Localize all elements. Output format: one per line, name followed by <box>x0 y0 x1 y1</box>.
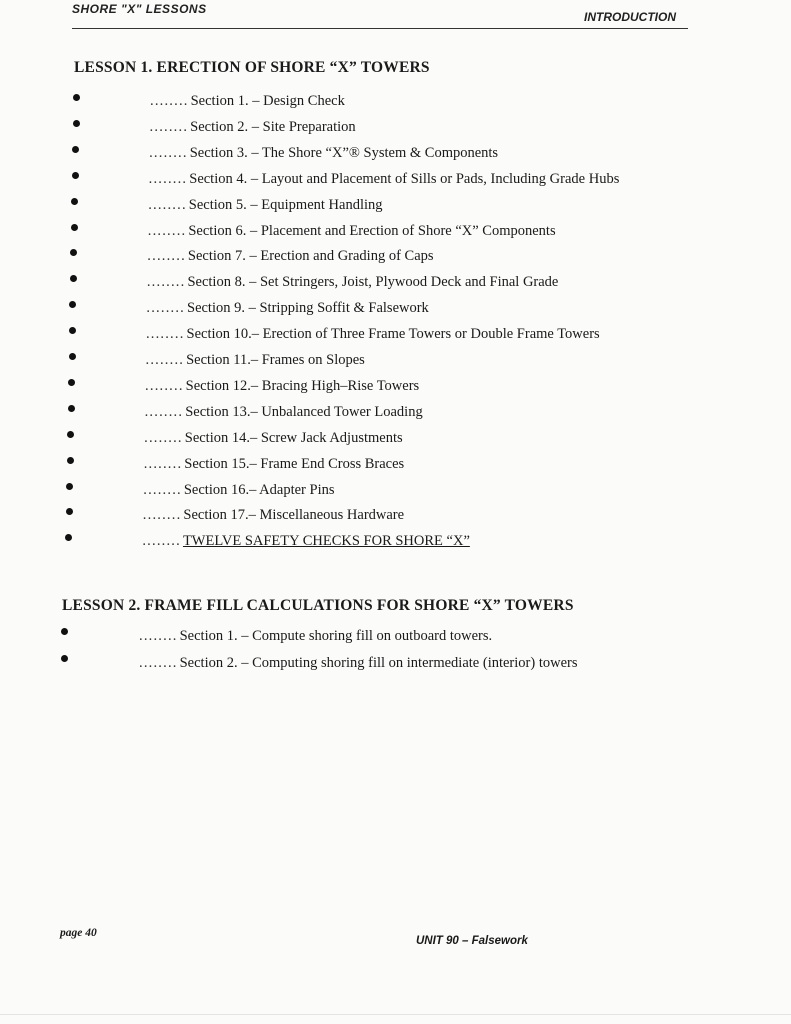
section-title: Section 16.– Adapter Pins <box>183 481 335 498</box>
dot-leader: ........ <box>147 248 186 265</box>
toc-entry-line <box>146 325 600 343</box>
section-title: Section 11.– Frames on Slopes <box>186 352 365 368</box>
toc-entry-line <box>145 377 419 395</box>
toc-entry-line <box>147 247 433 265</box>
toc-entry-line <box>145 403 423 421</box>
dot-leader: ........ <box>149 118 189 135</box>
bullet-icon <box>68 379 75 386</box>
dot-leader: ........ <box>145 377 184 394</box>
section-title: Section 2. – Site Preparation <box>190 118 356 135</box>
dot-leader: ........ <box>139 655 178 671</box>
bullet-icon <box>68 405 75 412</box>
dot-leader: ........ <box>145 352 185 368</box>
footer-page-number: page 40 <box>60 927 97 939</box>
lesson-2-heading: LESSON 2. FRAME FILL CALCULATIONS FOR SHORE “X” TOWERS <box>62 597 574 614</box>
bullet-icon <box>69 327 76 334</box>
toc-entry-line <box>150 92 345 110</box>
dot-leader: ........ <box>143 481 182 498</box>
dot-leader: ........ <box>147 222 187 239</box>
toc-entry-line <box>147 273 559 291</box>
dot-leader: ........ <box>139 628 178 644</box>
dot-leader: ........ <box>144 403 184 420</box>
section-title: Section 9. – Stripping Soffit & Falsework <box>187 300 429 317</box>
section-title: Section 7. – Erection and Grading of Caps <box>187 248 434 265</box>
section-title: Section 15.– Frame End Cross Braces <box>184 455 405 472</box>
toc-entry-line <box>143 481 334 499</box>
bullet-icon <box>61 628 68 635</box>
toc-entry-line <box>144 455 405 473</box>
dot-leader: ........ <box>146 274 186 291</box>
running-header-left: SHORE "X" LESSONS <box>72 2 207 16</box>
dot-leader: ........ <box>150 93 189 109</box>
toc-entry-line <box>148 196 382 214</box>
bullet-icon <box>69 301 76 308</box>
bullet-icon <box>71 198 78 205</box>
bullet-icon <box>67 457 74 464</box>
bullet-icon <box>70 275 77 282</box>
running-header-right: INTRODUCTION <box>584 10 676 24</box>
section-title: Section 3. – The Shore “X”® System & Components <box>189 144 499 161</box>
scan-edge-line <box>0 1014 791 1015</box>
dot-leader: ........ <box>146 300 185 317</box>
bullet-icon <box>66 508 73 515</box>
section-title: Section 10.– Erection of Three Frame Towers or Double Frame Towers <box>186 326 600 343</box>
dot-leader: ........ <box>145 326 185 343</box>
toc-entry-line <box>146 351 365 369</box>
toc-entry-line <box>139 654 577 672</box>
dot-leader: ........ <box>144 429 183 446</box>
bullet-icon <box>73 94 80 101</box>
toc-entry-line <box>149 170 620 188</box>
section-title: Section 8. – Set Stringers, Joist, Plywood Deck and Final Grade <box>187 274 559 291</box>
lesson-1-heading: LESSON 1. ERECTION OF SHORE “X” TOWERS <box>74 59 430 76</box>
toc-entry-line <box>142 532 470 550</box>
toc-entry-line <box>144 429 403 447</box>
section-title: Section 2. – Computing shoring fill on intermediate (interior) towers <box>179 655 578 671</box>
bullet-icon <box>69 353 76 360</box>
bullet-icon <box>71 224 78 231</box>
toc-entry-line <box>139 627 492 645</box>
section-title: Section 1. – Design Check <box>190 93 345 109</box>
toc-entry-line <box>146 299 428 317</box>
toc-entry-line <box>150 118 356 136</box>
bullet-icon <box>67 431 74 438</box>
section-title: Section 14.– Screw Jack Adjustments <box>184 429 403 446</box>
section-title: Section 4. – Layout and Placement of Sills or Pads, Including Grade Hubs <box>189 170 620 187</box>
footer-unit-title: UNIT 90 – Falsework <box>416 935 528 947</box>
section-title: Section 5. – Equipment Handling <box>188 196 383 213</box>
bullet-icon <box>73 120 80 127</box>
section-title: Section 12.– Bracing High–Rise Towers <box>185 377 420 394</box>
section-title: Section 6. – Placement and Erection of Shore “X” Components <box>188 222 556 239</box>
dot-leader: ........ <box>142 533 181 550</box>
dot-leader: ........ <box>142 507 182 524</box>
toc-entry-line <box>149 144 498 162</box>
header-rule <box>72 28 688 29</box>
bullet-icon <box>72 172 79 179</box>
bullet-icon <box>72 146 79 153</box>
toc-entry-line <box>148 222 556 240</box>
section-title: Section 13.– Unbalanced Tower Loading <box>185 403 423 420</box>
toc-entry-line <box>143 506 404 524</box>
section-title: Section 1. – Compute shoring fill on outboard towers. <box>179 628 493 644</box>
bullet-icon <box>70 249 77 256</box>
dot-leader: ........ <box>148 170 188 187</box>
dot-leader: ........ <box>148 196 187 213</box>
bullet-icon <box>61 655 68 662</box>
bullet-icon <box>65 534 72 541</box>
section-title: Section 17.– Miscellaneous Hardware <box>183 507 405 524</box>
section-title: TWELVE SAFETY CHECKS FOR SHORE “X” <box>182 533 470 550</box>
bullet-icon <box>66 483 73 490</box>
dot-leader: ........ <box>143 455 183 472</box>
dot-leader: ........ <box>149 144 188 161</box>
